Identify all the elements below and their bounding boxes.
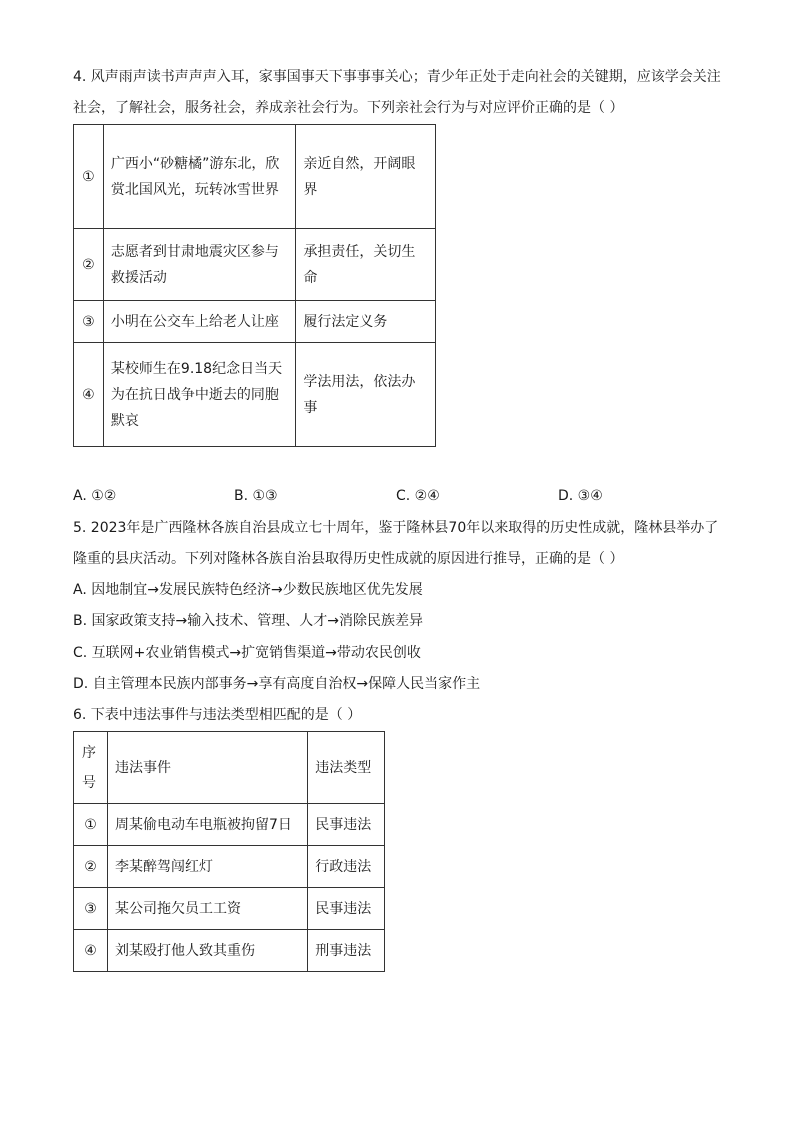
evaluation-cell: 亲近自然，开阔眼界: [296, 125, 436, 229]
row-number: ④: [74, 343, 104, 447]
row-number: ②: [74, 846, 108, 888]
q4-option-c[interactable]: C. ②④: [396, 488, 440, 504]
q4-stem-line-1: 4. 风声雨声读书声声声入耳，家事国事天下事事事关心；青少年正处于走向社会的关键期，应该学会关注: [73, 69, 721, 85]
header-type: 违法类型: [308, 732, 385, 804]
q5-option-d[interactable]: D. 自主管理本民族内部事务→享有高度自治权→保障人民当家作主: [73, 676, 481, 692]
evaluation-cell: 履行法定义务: [296, 301, 436, 343]
q4-option-a[interactable]: A. ①②: [73, 488, 117, 504]
table-row: [74, 301, 436, 343]
table-row: [74, 125, 436, 229]
header-number: 序号: [74, 732, 108, 804]
evaluation-cell: 学法用法，依法办事: [296, 343, 436, 447]
type-cell: 行政违法: [308, 846, 385, 888]
table-row: [74, 888, 385, 930]
row-number: ①: [74, 125, 104, 229]
row-number: ③: [74, 301, 104, 343]
type-cell: 民事违法: [308, 888, 385, 930]
table-row: [74, 846, 385, 888]
header-event: 违法事件: [107, 732, 307, 804]
event-cell: 刘某殴打他人致其重伤: [107, 930, 307, 972]
behavior-cell: 某校师生在9.18纪念日当天为在抗日战争中逝去的同胞默哀: [103, 343, 295, 447]
table-row: [74, 229, 436, 301]
event-cell: 某公司拖欠员工工资: [107, 888, 307, 930]
behavior-cell: 小明在公交车上给老人让座: [103, 301, 295, 343]
type-cell: 民事违法: [308, 804, 385, 846]
table-row: [74, 930, 385, 972]
q5-option-b[interactable]: B. 国家政策支持→输入技术、管理、人才→消除民族差异: [73, 613, 423, 629]
q6-table: [73, 731, 385, 972]
behavior-cell: 广西小“砂糖橘”游东北，欣赏北国风光，玩转冰雪世界: [103, 125, 295, 229]
q5-option-c[interactable]: C. 互联网+农业销售模式→扩宽销售渠道→带动农民创收: [73, 645, 421, 661]
q5-stem-line-2: 隆重的县庆活动。下列对隆林各族自治县取得历史性成就的原因进行推导，正确的是（ ）: [73, 551, 624, 567]
table-row: [74, 804, 385, 846]
q6-stem: 6. 下表中违法事件与违法类型相匹配的是（ ）: [73, 707, 362, 723]
row-number: ④: [74, 930, 108, 972]
table-header-row: [74, 732, 385, 804]
q4-table: [73, 124, 436, 447]
type-cell: 刑事违法: [308, 930, 385, 972]
evaluation-cell: 承担责任，关切生命: [296, 229, 436, 301]
q5-option-a[interactable]: A. 因地制宜→发展民族特色经济→少数民族地区优先发展: [73, 582, 423, 598]
row-number: ②: [74, 229, 104, 301]
q4-option-b[interactable]: B. ①③: [234, 488, 278, 504]
event-cell: 周某偷电动车电瓶被拘留7日: [107, 804, 307, 846]
table-row: [74, 343, 436, 447]
event-cell: 李某醉驾闯红灯: [107, 846, 307, 888]
q5-stem-line-1: 5. 2023年是广西隆林各族自治县成立七十周年，鉴于隆林县70年以来取得的历史性成就，隆林县举办了: [73, 520, 719, 536]
row-number: ①: [74, 804, 108, 846]
row-number: ③: [74, 888, 108, 930]
behavior-cell: 志愿者到甘肃地震灾区参与救援活动: [103, 229, 295, 301]
q4-stem-line-2: 社会，了解社会，服务社会，养成亲社会行为。下列亲社会行为与对应评价正确的是（ ）: [73, 100, 624, 116]
q4-option-d[interactable]: D. ③④: [558, 488, 603, 504]
